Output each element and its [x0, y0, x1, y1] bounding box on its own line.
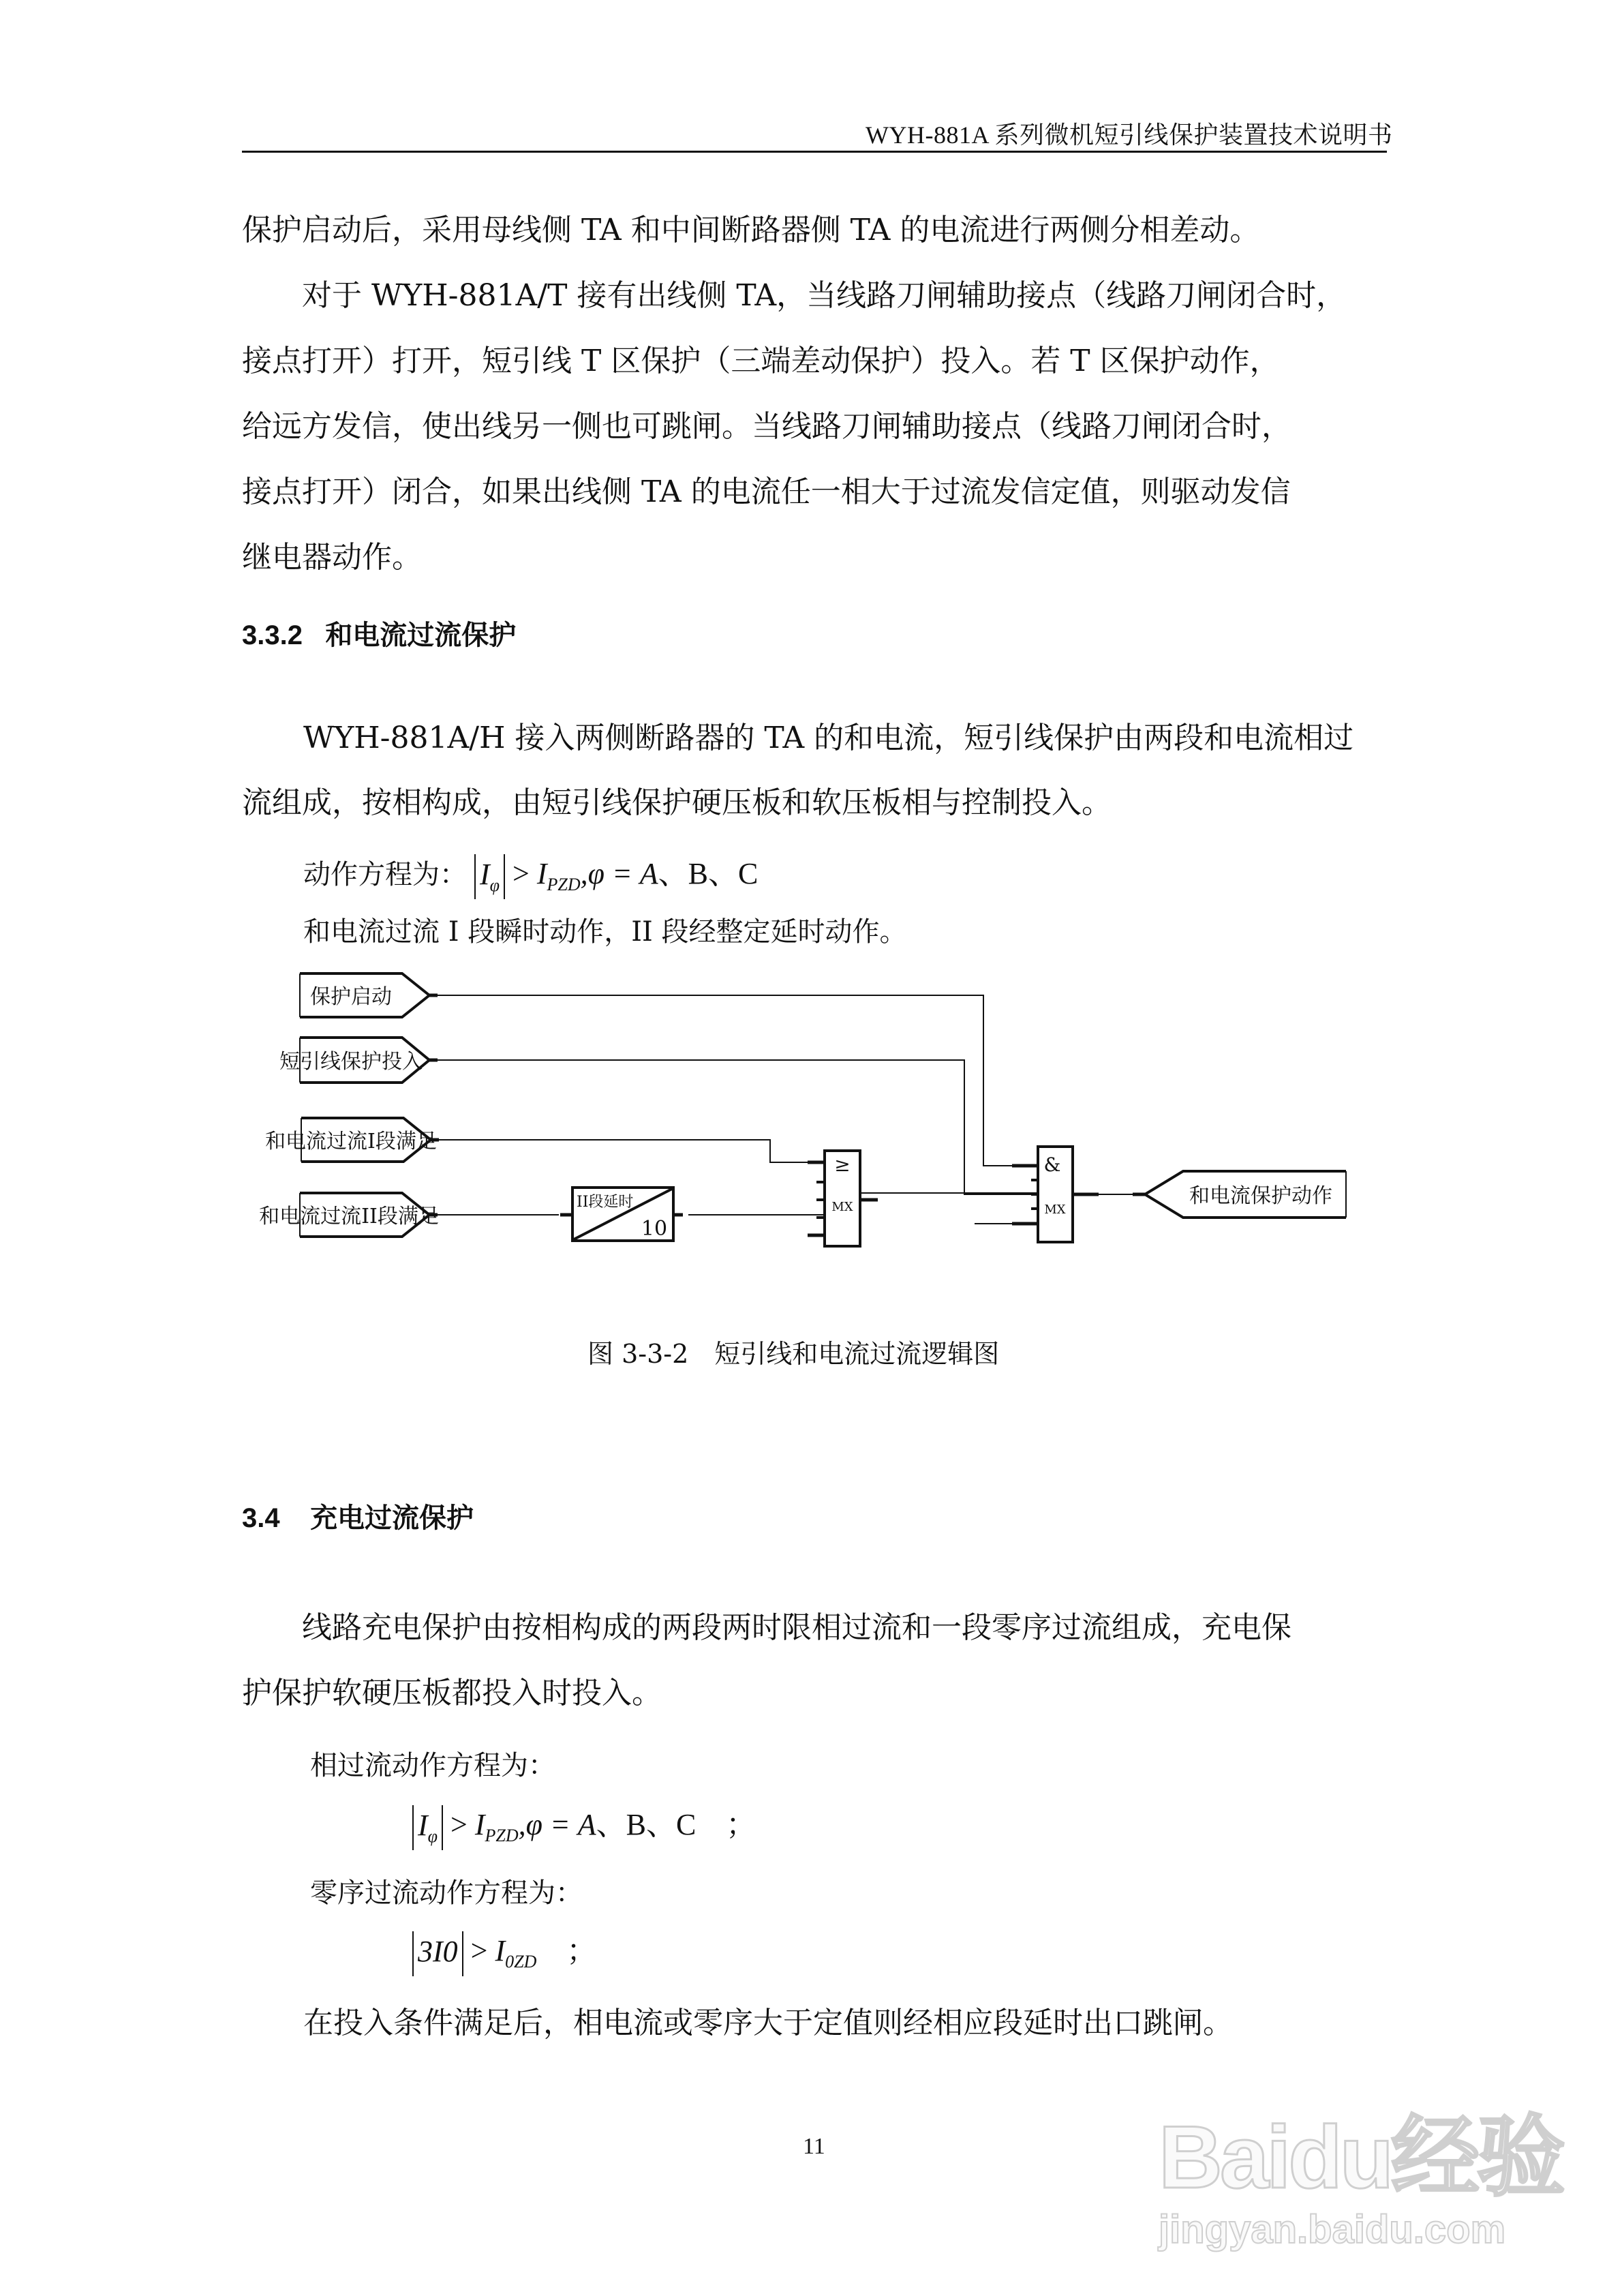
eq-op: > — [450, 1808, 468, 1841]
section-332-note: 和电流过流 I 段瞬时动作，II 段经整定延时动作。 — [303, 916, 907, 948]
section-34-conclusion: 在投入条件满足后，相电流或零序大于定值则经相应段延时出口跳闸。 — [303, 2006, 1233, 2040]
input-label-1: 保护启动 — [310, 985, 392, 1009]
eq-lhs: I — [480, 857, 490, 891]
section-number: 3.3.2 — [242, 620, 303, 650]
eq-tail-a: A — [577, 1808, 596, 1841]
eq-tail: ； — [536, 1934, 597, 1967]
phase-equation-label: 相过流动作方程为： — [310, 1750, 555, 1781]
section-34-line-1: 线路充电保护由按相构成的两段两时限相过流和一段零序过流组成，充电保 — [242, 1610, 1291, 1645]
zero-sequence-equation — [412, 1926, 596, 1976]
eq-tail-a: A — [639, 857, 658, 890]
section-title: 充电过流保护 — [310, 1503, 474, 1533]
and-gate-symbol: & — [1043, 1153, 1061, 1176]
eq-lhs-sub: φ — [427, 1826, 438, 1846]
intro-line-1: 保护启动后，采用母线侧 TA 和中间断路器侧 TA 的电流进行两侧分相差动。 — [242, 213, 1260, 247]
and-gate-sub: MX — [1044, 1203, 1066, 1217]
eq-rhs-sub: 0ZD — [505, 1952, 537, 1972]
intro-line-3: 接点打开）打开，短引线 T 区保护（三端差动保护）投入。若 T 区保护动作， — [242, 344, 1280, 378]
and-gate — [1012, 1147, 1145, 1242]
eq-lhs-sub: φ — [489, 875, 500, 895]
eq-tail-phi: ,φ = — [518, 1808, 578, 1841]
intro-line-4: 给远方发信，使出线另一侧也可跳闸。当线路刀闸辅助接点（线路刀闸闭合时， — [242, 409, 1291, 444]
section-332-para-line-1: WYH-881A/H 接入两侧断路器的 TA 的和电流，短引线保护由两段和电流相过 — [303, 721, 1354, 755]
page-number: 11 — [803, 2134, 825, 2159]
section-34-paragraph — [242, 1595, 1291, 1726]
baidu-watermark — [1159, 2086, 1563, 2252]
input-label-4: 和电流过流II段满足 — [259, 1205, 439, 1228]
input-label-3: 和电流过流I段满足 — [265, 1130, 437, 1153]
or-gate-sub: MX — [831, 1200, 853, 1214]
zero-sequence-equation-label: 零序过流动作方程为： — [310, 1877, 583, 1909]
eq-tail-rest: 、B、C — [658, 857, 759, 890]
intro-line-2: 对于 WYH-881A/T 接有出线侧 TA，当线路刀闸辅助接点（线路刀闸闭合时， — [242, 278, 1347, 313]
eq-rhs: I — [495, 1934, 506, 1967]
timer-value: 10 — [641, 1217, 668, 1241]
eq-op: > — [470, 1934, 488, 1967]
eq-op: > — [512, 857, 530, 890]
section-number: 3.4 — [242, 1503, 280, 1533]
eq-rhs: I — [474, 1808, 485, 1841]
section-34-line-2: 护保护软硬压板都投入时投入。 — [242, 1676, 662, 1710]
abs-zero-sequence-current — [412, 1931, 463, 1976]
output-label: 和电流保护动作 — [1189, 1184, 1332, 1208]
equation-label: 动作方程为： — [303, 859, 467, 890]
figure-caption: 图 3-3-2 短引线和电流过流逻辑图 — [587, 1339, 1000, 1369]
eq-rhs-sub: PZD — [485, 1826, 519, 1845]
intro-line-6: 继电器动作。 — [242, 540, 422, 575]
section-title: 和电流过流保护 — [325, 620, 517, 650]
intro-line-5: 接点打开）闭合，如果出线侧 TA 的电流任一相大于过流发信定值，则驱动发信 — [242, 474, 1291, 509]
eq-lhs: I — [418, 1808, 428, 1842]
eq-rhs-sub: PZD — [547, 875, 581, 894]
watermark-brand: Baidu经验 — [1159, 2107, 1563, 2207]
phase-equation — [412, 1800, 756, 1850]
timer-label: II段延时 — [577, 1194, 634, 1211]
or-gate-symbol: ≥ — [834, 1153, 851, 1176]
section-heading-3-4 — [242, 1496, 474, 1535]
eq-lhs: 3I0 — [418, 1934, 458, 1968]
eq-tail-phi: ,φ = — [580, 857, 640, 890]
section-332-para-line-2: 流组成，按相构成，由短引线保护硬压板和软压板相与控制投入。 — [242, 785, 1112, 820]
watermark-url: jingyan.baidu.com — [1159, 2207, 1506, 2252]
document-header-title: WYH-881A 系列微机短引线保护装置技术说明书 — [866, 121, 1393, 149]
eq-rhs: I — [536, 857, 547, 890]
input-label-2: 短引线保护投入 — [279, 1050, 423, 1074]
eq-tail-rest: 、B、C ； — [596, 1808, 756, 1841]
abs-phase-current — [412, 1805, 443, 1850]
